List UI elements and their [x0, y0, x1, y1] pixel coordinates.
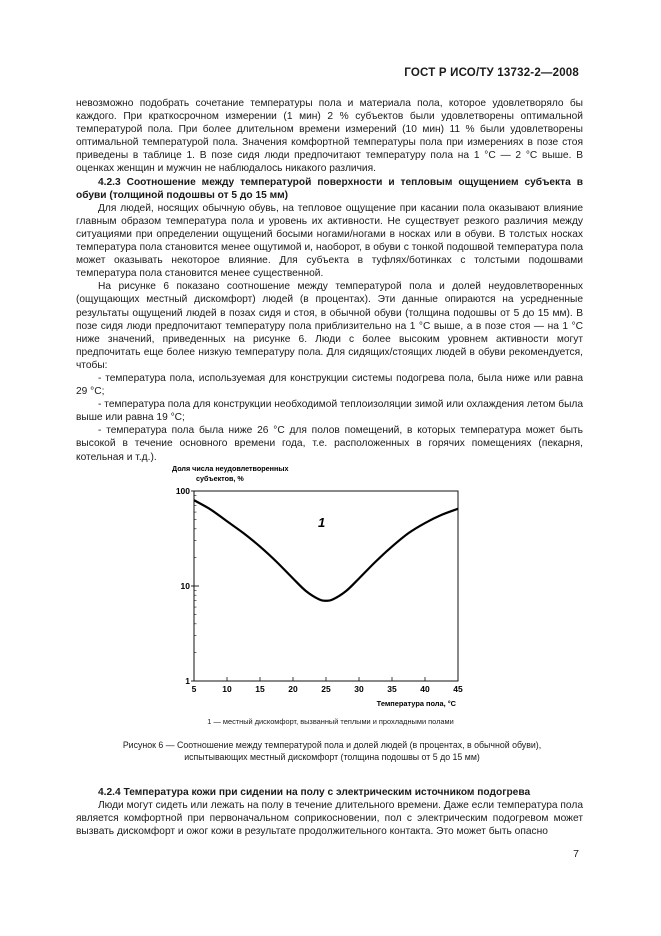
y-axis-label-line1: Доля числа неудовлетворенных: [172, 464, 289, 473]
paragraph-2: Для людей, носящих обычную обувь, на тепловое ощущение при касании пола оказывают влияние главным образом температура пола и уровень их активности. Не существует резкого различия между ситуациями при определении ощущений босыми ногами/ногами в носках или в обуви. В толстых носках температура пола становится менее ощутимой и, наоборот, в обуви с тонкой подошвой температура пола может оказывать некоторое влияние. Для субъекта в туфлях/ботинках с толстыми подошвами температура пола становится менее существенной.: [76, 202, 583, 280]
caption-line-2: испытывающих местный дискомфорт (толщина подошвы от 5 до 15 мм): [184, 752, 480, 763]
x-tick-label: 25: [321, 684, 331, 694]
paragraph-4: Люди могут сидеть или лежать на полу в течение длительного времени. Даже если температура пола является комфортной при первоначальном соприкосновении, пол с электрическим подогревом может вызвать дискомфорт и ожог кожи в результате продолжительного контакта. Это может быть опасно: [76, 800, 583, 838]
section-heading-4-2-4: 4.2.4 Температура кожи при сидении на полу с электрическим источником подогрева: [98, 787, 531, 798]
figure-caption: [72, 739, 592, 764]
bullet-2: - температура пола для конструкции необходимой теплоизоляции зимой или охлаждения летом была выше или равна 19 °С;: [76, 399, 583, 424]
page-number: 7: [573, 848, 579, 860]
body-text-top: [76, 97, 583, 464]
plot-frame: [194, 491, 458, 681]
paragraph-1: невозможно подобрать сочетание температуры пола и материала пола, которое удовлетворяло бы каждого. При краткосрочном измерении (1 мин) 2 % субъектов были удовлетворены оптимальной температурой пола. При более длительном времени измерений (10 мин) 11 % были удовлетворены оптимальной температурой пола. Значения комфортной температуры пола при измерениях в позе стоя приведены в таблице 1. В позе сидя люди предпочитают температуру пола на 1 °С — 2 °С выше. В оценках женщин и мужчин не наблюдалось никакого различия.: [76, 98, 583, 175]
figure-6: [0, 462, 661, 712]
discomfort-curve: [194, 500, 458, 601]
y-axis-label-line2: субъектов, %: [196, 474, 244, 483]
y-tick-label: 1: [185, 676, 190, 686]
y-tick-label: 100: [175, 486, 190, 496]
x-tick-label: 10: [222, 684, 232, 694]
x-tick-label: 20: [288, 684, 298, 694]
figure-legend-note: 1 — местный дискомфорт, вызванный теплыми и прохладными полами: [207, 717, 454, 726]
x-tick-label: 30: [354, 684, 364, 694]
x-tick-label: 35: [387, 684, 397, 694]
curve-label: 1: [318, 515, 326, 530]
document-header: ГОСТ Р ИСО/ТУ 13732-2—2008: [404, 67, 579, 79]
x-tick-label: 5: [191, 684, 197, 694]
y-tick-label: 10: [180, 581, 190, 591]
body-text-bottom: [76, 786, 583, 838]
paragraph-3: На рисунке 6 показано соотношение между температурой пола и долей неудовлетворенных (ощущающих местный дискомфорт) людей (в процентах). Эти данные опираются на усредненные результаты ощущений людей в позах сидя и стоя, в обычной обуви (толщина подошвы от 5 до 15 мм). В позе сидя люди предпочитают температуру пола приблизительно на 1 °С выше, а в позе стоя — на 1 °С ниже значений, приведенных на рисунке 6. Люди с более высоким уровнем активности могут предпочитать еще более низкую температуру пола. Для сидящих/стоящих людей в обуви рекомендуется, чтобы:: [76, 281, 583, 371]
section-heading-4-2-3: 4.2.3 Соотношение между температурой поверхности и тепловым ощущением субъекта в обуви (толщиной подошвы от 5 до 15 мм): [76, 176, 583, 201]
x-tick-label: 40: [420, 684, 430, 694]
x-tick-label: 45: [453, 684, 463, 694]
x-axis-label: Температура пола, °С: [376, 699, 456, 708]
bullet-1: - температура пола, используемая для конструкции системы подогрева пола, была ниже или равна 29 °С;: [76, 372, 583, 398]
bullet-3: - температура пола была ниже 26 °С для полов помещений, в которых температура может быть высокой в течение основного времени года, т.е. расположенных в горячих помещениях (пекарня, котельная и т.д.).: [76, 425, 583, 463]
floor-temperature-chart: [0, 462, 661, 712]
x-tick-label: 15: [255, 684, 265, 694]
caption-line-1: Рисунок 6 — Соотношение между температурой пола и долей людей (в процентах, в обычной обуви),: [122, 740, 542, 750]
